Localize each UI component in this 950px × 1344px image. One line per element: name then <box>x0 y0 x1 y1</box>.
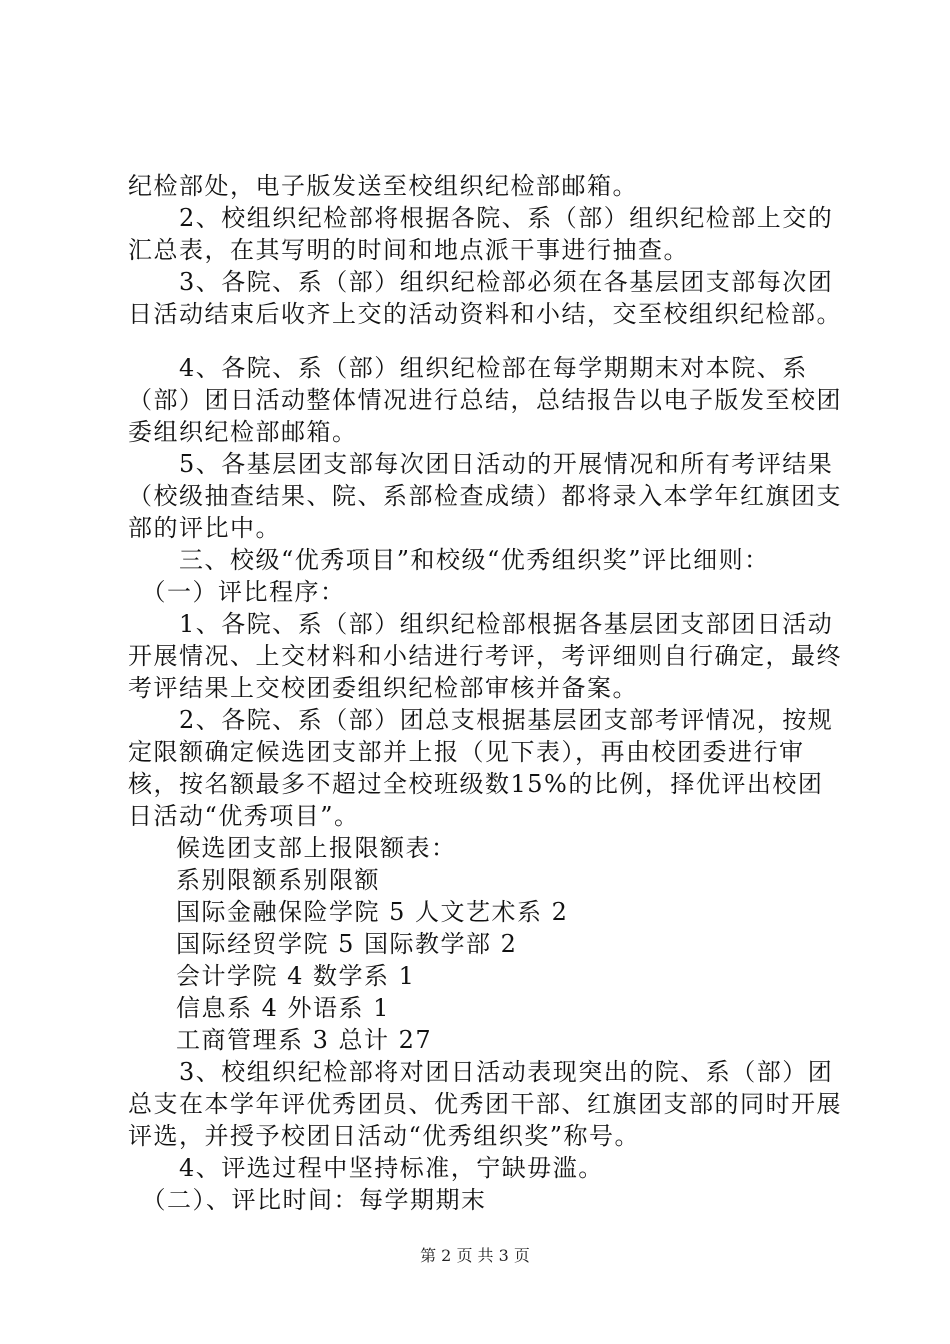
document-body <box>128 170 848 1216</box>
quota-table-row: 国际金融保险学院 5 人文艺术系 2 <box>176 898 569 926</box>
paragraph: 2、校组织纪检部将根据各院、系（部）组织纪检部上交的汇总表，在其写明的时间和地点派干事进行抽查。 <box>128 204 834 264</box>
paragraph-gap <box>128 330 848 352</box>
paragraph: 1、各院、系（部）组织纪检部根据各基层团支部团日活动开展情况、上交材料和小结进行考评，考评细则自行确定，最终考评结果上交校团委组织纪检部审核并备案。 <box>128 610 842 702</box>
subsection-heading: （一）评比程序： <box>128 578 346 606</box>
section-heading: 三、校级“优秀项目”和校级“优秀组织奖”评比细则： <box>128 546 770 574</box>
paragraph: 纪检部处，电子版发送至校组织纪检部邮箱。 <box>128 172 638 200</box>
quota-table-row: 国际经贸学院 5 国际教学部 2 <box>176 930 518 958</box>
page-footer <box>0 1243 950 1266</box>
subsection-heading: （二）、评比时间：每学期期末 <box>128 1186 487 1214</box>
paragraph: 4、各院、系（部）组织纪检部在每学期期末对本院、系（部）团日活动整体情况进行总结，总结报告以电子版发至校团委组织纪检部邮箱。 <box>128 354 842 446</box>
paragraph: 4、评选过程中坚持标准，宁缺毋滥。 <box>128 1154 604 1182</box>
quota-table <box>128 832 848 1056</box>
quota-table-row: 信息系 4 外语系 1 <box>176 994 390 1022</box>
page-number: 第 2 页 共 3 页 <box>420 1246 530 1265</box>
paragraph: 3、校组织纪检部将对团日活动表现突出的院、系（部）团总支在本学年评优秀团员、优秀团干部、红旗团支部的同时开展评选，并授予校团日活动“优秀组织奖”称号。 <box>128 1058 842 1150</box>
quota-table-row: 工商管理系 3 总计 27 <box>176 1026 433 1054</box>
quota-table-row: 会计学院 4 数学系 1 <box>176 962 416 990</box>
paragraph: 3、各院、系（部）组织纪检部必须在各基层团支部每次团日活动结束后收齐上交的活动资料和小结，交至校组织纪检部。 <box>128 268 842 328</box>
paragraph: 5、各基层团支部每次团日活动的开展情况和所有考评结果（校级抽查结果、院、系部检查成绩）都将录入本学年红旗团支部的评比中。 <box>128 450 842 542</box>
quota-table-row: 系别限额系别限额 <box>176 866 380 894</box>
quota-table-title: 候选团支部上报限额表： <box>176 834 457 862</box>
paragraph: 2、各院、系（部）团总支根据基层团支部考评情况，按规定限额确定候选团支部并上报（见下表），再由校团委进行审核，按名额最多不超过全校班级数15%的比例，择优评出校团日活动“优秀项目”。 <box>128 706 834 830</box>
